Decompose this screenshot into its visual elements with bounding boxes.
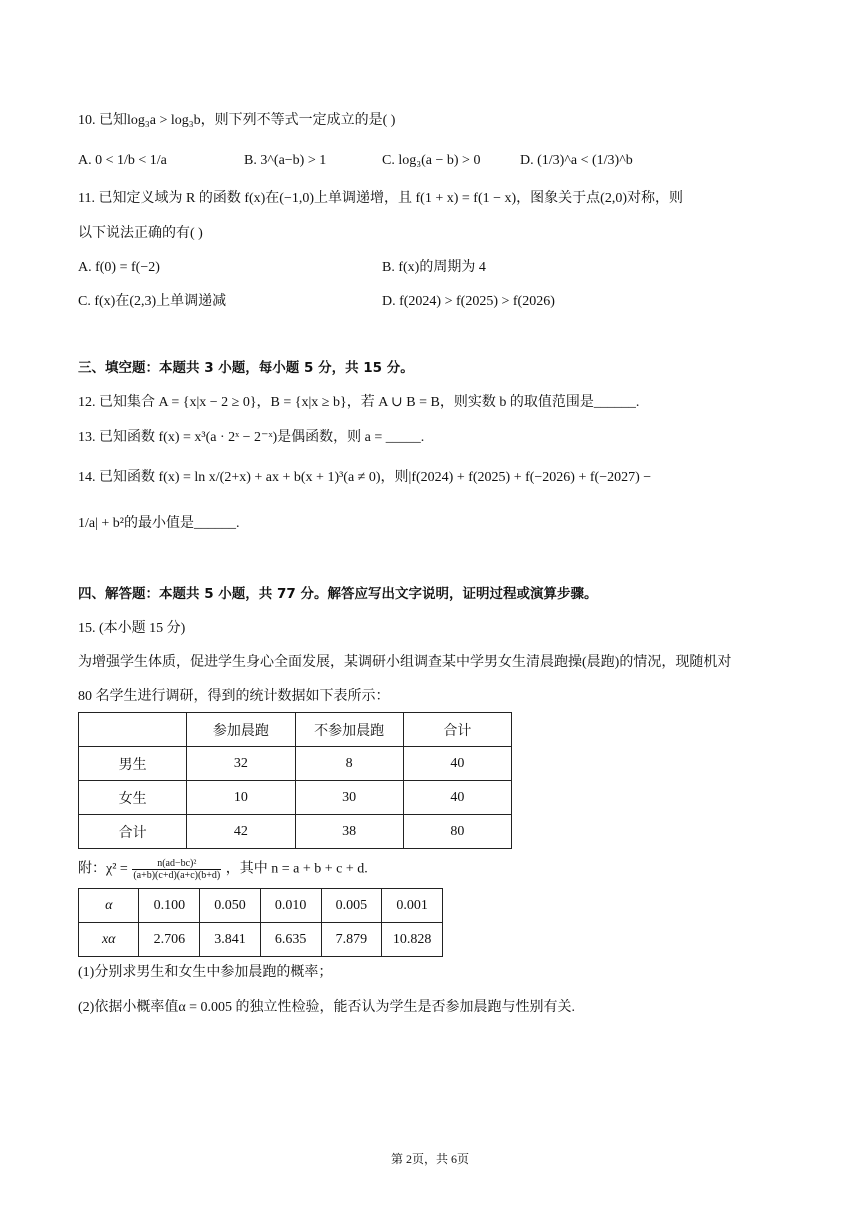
table-row	[79, 815, 512, 849]
table-cell	[79, 713, 187, 747]
question-15-part-1: (1)分别求男生和女生中参加晨跑的概率；	[78, 965, 333, 980]
table-cell: 32	[187, 747, 295, 781]
table-cell: 10	[187, 781, 295, 815]
table-cell: 2.706	[139, 923, 200, 957]
question-13: 13. 已知函数 f(x) = x³(a · 2ˣ − 2⁻ˣ)是偶函数，则 a = _____.	[78, 430, 425, 445]
table-header-cell: 合计	[403, 713, 511, 747]
table-cell: 40	[403, 781, 511, 815]
question-14-line2: 1/a| + b²的最小值是______.	[78, 516, 240, 531]
q10-option-d: D. (1/3)^a < (1/3)^b	[520, 153, 633, 168]
question-11-stem: 11. 已知定义域为 R 的函数 f(x)在(−1,0)上单调递增，且 f(1 + x) = f(1 − x)，图象关于点(2,0)对称，则	[78, 191, 684, 206]
question-14-line1: 14. 已知函数 f(x) = ln x/(2+x) + ax + b(x + 1)³(a ≠ 0)，则|f(2024) + f(2025) + f(−2026) + f(−2027) −	[78, 470, 652, 485]
q10-option-a: A. 0 < 1/b < 1/a	[78, 153, 167, 168]
question-15-paragraph: 为增强学生体质，促进学生身心全面发展，某调研小组调查某中学男女生清晨跑操(晨跑)的情况，现随机对	[78, 655, 732, 670]
q10-option-c: C. log₃(a − b) > 0	[382, 153, 481, 168]
table-cell: 40	[403, 747, 511, 781]
table-cell: 女生	[79, 781, 187, 815]
formula-denominator: (a+b)(c+d)(a+c)(b+d)	[133, 870, 221, 881]
formula-prefix: 附：χ² =	[78, 861, 128, 877]
critical-value-table	[78, 888, 443, 957]
page-number: 第 2页，共 6页	[390, 1152, 469, 1166]
formula-suffix: ，其中 n = a + b + c + d.	[225, 861, 368, 877]
question-15-part-2: (2)依据小概率值α = 0.005 的独立性检验，能否认为学生是否参加晨跑与性别有关.	[78, 1000, 576, 1015]
table-row	[79, 923, 443, 957]
table-cell: 合计	[79, 815, 187, 849]
table-header-cell: 不参加晨跑	[295, 713, 403, 747]
question-10-stem: 10. 已知log₃a > log₃b，则下列不等式一定成立的是( )	[78, 113, 396, 128]
q11-option-d: D. f(2024) > f(2025) > f(2026)	[382, 294, 555, 309]
formula-fraction	[132, 858, 221, 881]
table-cell: 0.050	[200, 889, 261, 923]
table-cell: xα	[79, 923, 139, 957]
table-row	[79, 781, 512, 815]
table-cell: 0.001	[382, 889, 443, 923]
table-cell: 7.879	[321, 923, 382, 957]
table-row	[79, 889, 443, 923]
formula-numerator: n(ad−bc)²	[132, 858, 221, 870]
chi-square-formula	[78, 858, 368, 881]
table-cell: 10.828	[382, 923, 443, 957]
question-12: 12. 已知集合 A = {x|x − 2 ≥ 0}，B = {x|x ≥ b}，若 A ∪ B = B，则实数 b 的取值范围是______.	[78, 395, 640, 410]
q11-option-a: A. f(0) = f(−2)	[78, 260, 160, 275]
table-cell: 30	[295, 781, 403, 815]
table-cell: 8	[295, 747, 403, 781]
question-15-title: 15. (本小题 15 分)	[78, 621, 186, 636]
table-cell: 80	[403, 815, 511, 849]
table-cell: 6.635	[260, 923, 321, 957]
table-cell: 0.005	[321, 889, 382, 923]
table-header-row	[79, 713, 512, 747]
table-cell: 0.100	[139, 889, 200, 923]
table-cell: 38	[295, 815, 403, 849]
section-4-heading: 四、解答题：本题共 5 小题，共 77 分。解答应写出文字说明，证明过程或演算步骤。	[78, 586, 598, 602]
q11-option-b: B. f(x)的周期为 4	[382, 260, 486, 275]
question-11-stem-cont: 以下说法正确的有( )	[78, 226, 203, 241]
table-cell: 0.010	[260, 889, 321, 923]
q10-option-b: B. 3^(a−b) > 1	[244, 153, 327, 168]
section-3-heading: 三、填空题：本题共 3 小题，每小题 5 分，共 15 分。	[78, 360, 414, 376]
table-cell: 3.841	[200, 923, 261, 957]
table-cell: 42	[187, 815, 295, 849]
q11-option-c: C. f(x)在(2,3)上单调递减	[78, 294, 227, 309]
table-header-cell: 参加晨跑	[187, 713, 295, 747]
question-15-paragraph-cont: 80 名学生进行调研，得到的统计数据如下表所示：	[78, 689, 390, 704]
table-cell: 男生	[79, 747, 187, 781]
table-cell: α	[79, 889, 139, 923]
table-row	[79, 747, 512, 781]
survey-table	[78, 712, 512, 849]
